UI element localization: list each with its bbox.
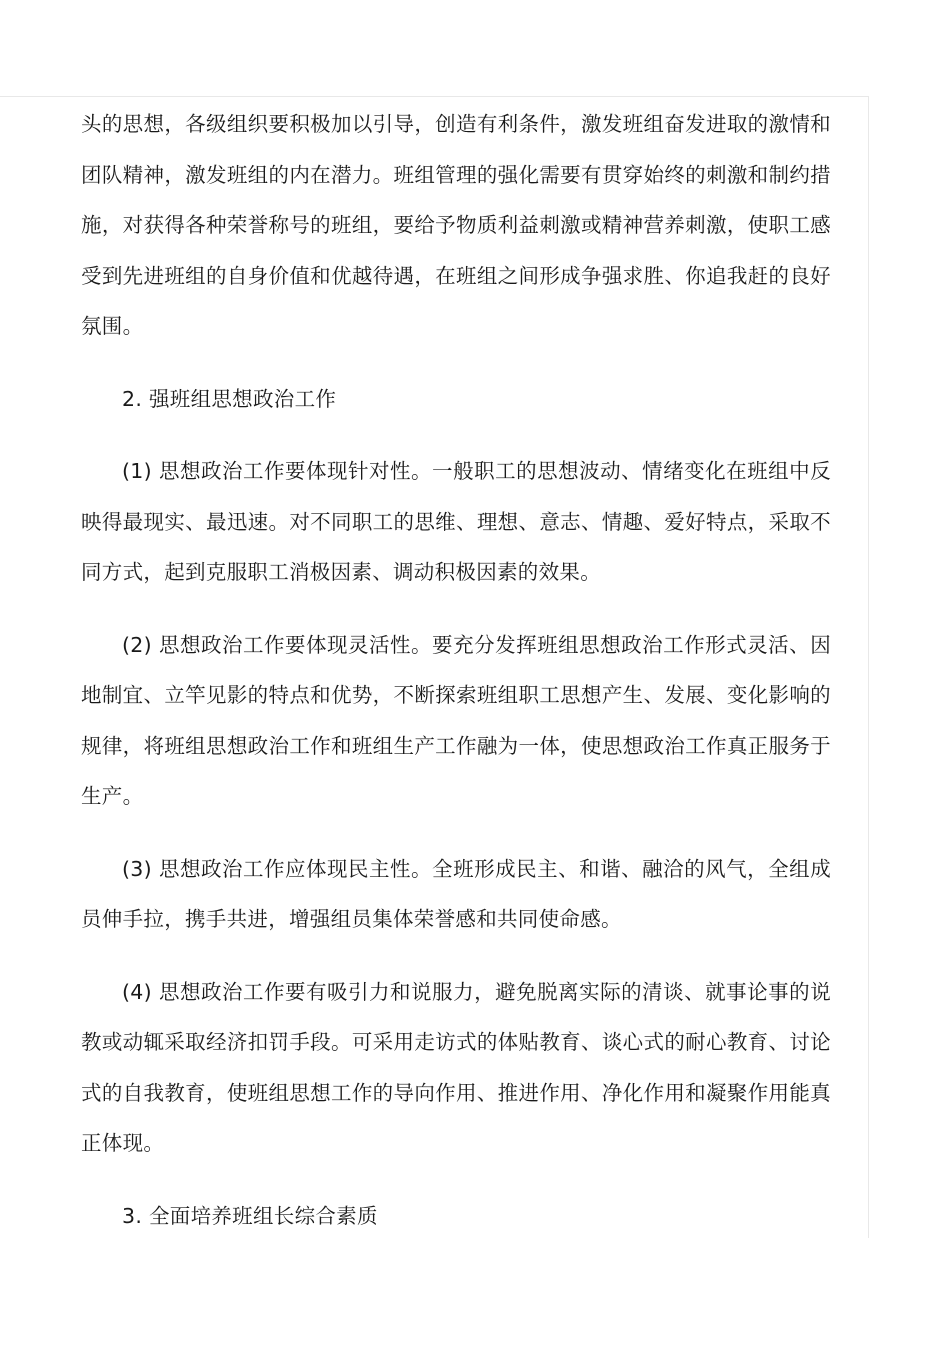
paragraph-continuation: 头的思想，各级组织要积极加以引导，创造有利条件，激发班组奋发进取的激情和团队精神，激发班组的内在潜力。班组管理的强化需要有贯穿始终的刺激和制约措施，对获得各种荣誉称号的班组，要给予物质利益刺激或精神营养刺激，使职工感受到先进班组的自身价值和优越待遇，在班组之间形成争强求胜、你追我赶的良好氛围。 — [81, 112, 831, 338]
paragraph-item-4: (4) 思想政治工作要有吸引力和说服力，避免脱离实际的清谈、就事论事的说教或动辄采取经济扣罚手段。可采用走访式的体贴教育、谈心式的耐心教育、讨论式的自我教育，使班组思想工作的导向作用、推进作用、净化作用和凝聚作用能真正体现。 — [81, 979, 831, 1155]
document-body — [81, 99, 831, 1241]
paragraph-item-3: (3) 思想政治工作应体现民主性。全班形成民主、和谐、融洽的风气，全组成员伸手拉，携手共进，增强组员集体荣誉感和共同使命感。 — [81, 856, 831, 931]
section-heading-2: 2. 强班组思想政治工作 — [122, 386, 337, 411]
section-heading-3: 3. 全面培养班组长综合素质 — [122, 1203, 378, 1228]
paragraph-item-2: (2) 思想政治工作要体现灵活性。要充分发挥班组思想政治工作形式灵活、因地制宜、立竿见影的特点和优势，不断探索班组职工思想产生、发展、变化影响的规律，将班组思想政治工作和班组生产工作融为一体，使思想政治工作真正服务于生产。 — [81, 632, 831, 808]
paragraph-item-1: (1) 思想政治工作要体现针对性。一般职工的思想波动、情绪变化在班组中反映得最现实、最迅速。对不同职工的思维、理想、意志、情趣、爱好特点，采取不同方式，起到克服职工消极因素、调动积极因素的效果。 — [81, 459, 831, 584]
